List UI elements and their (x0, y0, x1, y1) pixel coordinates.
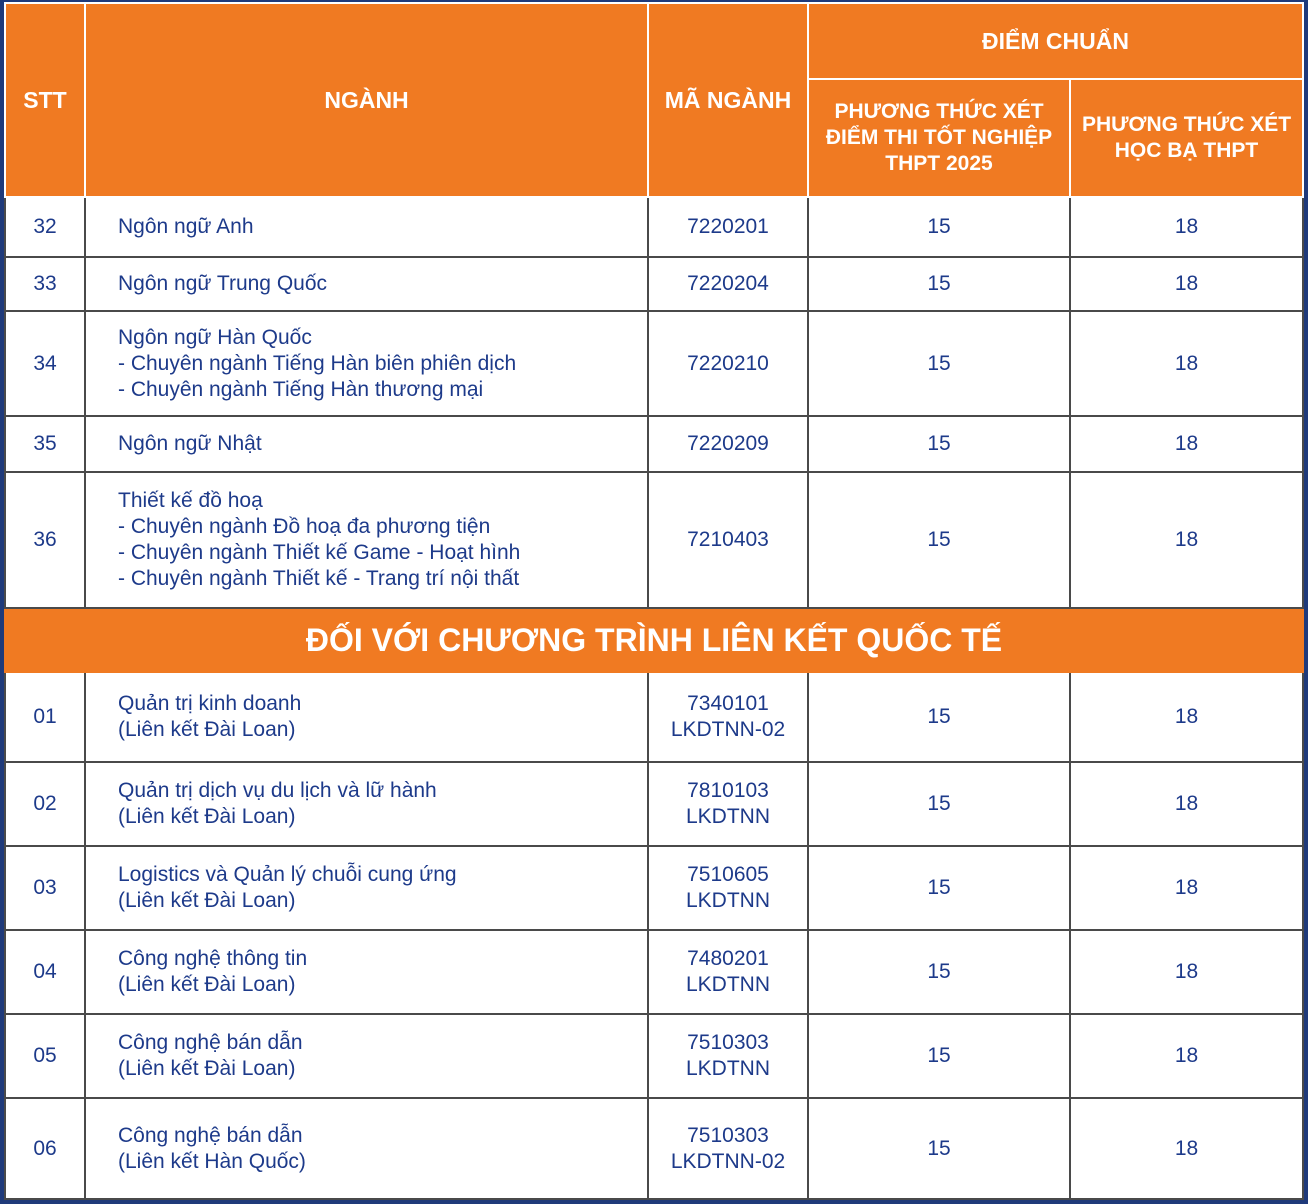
row-score-thpt-exam: 15 (808, 846, 1070, 930)
header-stt: STT (5, 3, 85, 197)
row-major-name (85, 416, 648, 472)
row-stt: 33 (5, 257, 85, 311)
row-major-name (85, 672, 648, 762)
row-major-name (85, 472, 648, 608)
row-major-name (85, 930, 648, 1014)
row-score-thpt-exam: 15 (808, 257, 1070, 311)
code-line: LKDTNN (685, 1057, 770, 1080)
row-major-code (648, 846, 808, 930)
row-score-transcript: 18 (1070, 197, 1303, 257)
major-line: Công nghệ bán dẫn (118, 1123, 303, 1147)
code-line: 7220201 (687, 215, 769, 238)
row-major-name (85, 197, 648, 257)
row-major-code (648, 930, 808, 1014)
table-row (5, 1098, 1303, 1199)
row-major-code (648, 472, 808, 608)
major-line: (Liên kết Đài Loan) (118, 889, 296, 912)
row-major-code (648, 672, 808, 762)
table-row (5, 197, 1303, 257)
code-line: 7220210 (687, 351, 769, 375)
code-line: LKDTNN (685, 973, 770, 996)
row-score-transcript: 18 (1070, 846, 1303, 930)
section-title: ĐỐI VỚI CHƯƠNG TRÌNH LIÊN KẾT QUỐC TẾ (5, 608, 1303, 672)
code-line: 7220204 (687, 272, 769, 295)
section-divider (5, 608, 1303, 672)
major-line: (Liên kết Đài Loan) (118, 973, 296, 996)
code-line: LKDTNN-02 (670, 718, 786, 741)
row-score-transcript: 18 (1070, 472, 1303, 608)
row-major-code (648, 311, 808, 416)
row-stt: 06 (5, 1098, 85, 1199)
row-score-transcript: 18 (1070, 257, 1303, 311)
header-method-thpt-exam: PHƯƠNG THỨC XÉT ĐIỂM THI TỐT NGHIỆP THPT 2025 (808, 79, 1070, 197)
table-row (5, 930, 1303, 1014)
header-method-transcript: PHƯƠNG THỨC XÉT HỌC BẠ THPT (1070, 79, 1303, 197)
row-major-code (648, 257, 808, 311)
major-line: (Liên kết Đài Loan) (118, 1057, 296, 1080)
international-rows (5, 672, 1303, 1199)
row-score-thpt-exam: 15 (808, 311, 1070, 416)
row-score-thpt-exam: 15 (808, 672, 1070, 762)
code-line: 7480201 (687, 947, 769, 970)
row-major-code (648, 1098, 808, 1199)
code-line: 7810103 (687, 779, 769, 802)
major-line: Logistics và Quản lý chuỗi cung ứng (118, 863, 457, 886)
row-stt: 32 (5, 197, 85, 257)
header-diem-chuan: ĐIỂM CHUẨN (808, 3, 1303, 79)
row-score-thpt-exam: 15 (808, 762, 1070, 846)
major-line: - Chuyên ngành Tiếng Hàn thương mại (118, 377, 484, 401)
row-major-code (648, 1014, 808, 1098)
major-line: Ngôn ngữ Hàn Quốc (118, 325, 312, 349)
row-stt: 36 (5, 472, 85, 608)
code-line: LKDTNN (685, 889, 770, 912)
row-score-thpt-exam: 15 (808, 1098, 1070, 1199)
row-major-name (85, 846, 648, 930)
main-rows (5, 197, 1303, 608)
row-score-transcript: 18 (1070, 672, 1303, 762)
major-line: Công nghệ bán dẫn (118, 1031, 303, 1054)
table-row (5, 257, 1303, 311)
major-line: Quản trị dịch vụ du lịch và lữ hành (118, 779, 437, 802)
major-line: Thiết kế đồ hoạ (118, 489, 263, 512)
major-line: (Liên kết Hàn Quốc) (118, 1149, 306, 1173)
table-row (5, 416, 1303, 472)
row-stt: 34 (5, 311, 85, 416)
row-major-code (648, 416, 808, 472)
row-score-thpt-exam: 15 (808, 416, 1070, 472)
row-major-name (85, 311, 648, 416)
major-line: Ngôn ngữ Nhật (118, 432, 262, 455)
row-score-transcript: 18 (1070, 1098, 1303, 1199)
row-stt: 04 (5, 930, 85, 1014)
row-score-transcript: 18 (1070, 762, 1303, 846)
table-row (5, 672, 1303, 762)
row-score-transcript: 18 (1070, 930, 1303, 1014)
row-stt: 03 (5, 846, 85, 930)
major-line: - Chuyên ngành Tiếng Hàn biên phiên dịch (118, 351, 517, 375)
major-line: Ngôn ngữ Anh (118, 215, 254, 238)
major-line: Công nghệ thông tin (118, 947, 308, 970)
code-line: LKDTNN-02 (670, 1149, 786, 1173)
table-row (5, 762, 1303, 846)
row-major-code (648, 197, 808, 257)
row-major-name (85, 762, 648, 846)
major-line: (Liên kết Đài Loan) (118, 718, 296, 741)
row-stt: 02 (5, 762, 85, 846)
row-score-transcript: 18 (1070, 416, 1303, 472)
table-header (5, 3, 1303, 197)
row-major-name (85, 257, 648, 311)
row-stt: 01 (5, 672, 85, 762)
code-line: 7220209 (687, 432, 769, 455)
row-major-name (85, 1014, 648, 1098)
code-line: 7510605 (687, 863, 769, 886)
row-major-name (85, 1098, 648, 1199)
row-score-thpt-exam: 15 (808, 930, 1070, 1014)
row-stt: 05 (5, 1014, 85, 1098)
major-line: - Chuyên ngành Thiết kế - Trang trí nội thất (118, 567, 520, 590)
header-nganh: NGÀNH (85, 3, 648, 197)
code-line: 7510303 (687, 1031, 769, 1054)
row-stt: 35 (5, 416, 85, 472)
code-line: LKDTNN (685, 805, 770, 828)
table-row (5, 846, 1303, 930)
code-line: 7510303 (687, 1123, 769, 1147)
header-ma-nganh: MÃ NGÀNH (648, 3, 808, 197)
row-score-transcript: 18 (1070, 1014, 1303, 1098)
admission-score-table (4, 2, 1304, 1200)
table-row (5, 1014, 1303, 1098)
row-score-thpt-exam: 15 (808, 197, 1070, 257)
code-line: 7210403 (687, 528, 769, 551)
major-line: - Chuyên ngành Thiết kế Game - Hoạt hình (118, 541, 521, 564)
table-row (5, 472, 1303, 608)
major-line: Ngôn ngữ Trung Quốc (118, 272, 328, 295)
major-line: (Liên kết Đài Loan) (118, 805, 296, 828)
row-score-thpt-exam: 15 (808, 472, 1070, 608)
row-score-thpt-exam: 15 (808, 1014, 1070, 1098)
row-score-transcript: 18 (1070, 311, 1303, 416)
table-row (5, 311, 1303, 416)
major-line: Quản trị kinh doanh (118, 692, 302, 715)
row-major-code (648, 762, 808, 846)
major-line: - Chuyên ngành Đồ hoạ đa phương tiện (118, 515, 491, 538)
code-line: 7340101 (687, 692, 769, 715)
